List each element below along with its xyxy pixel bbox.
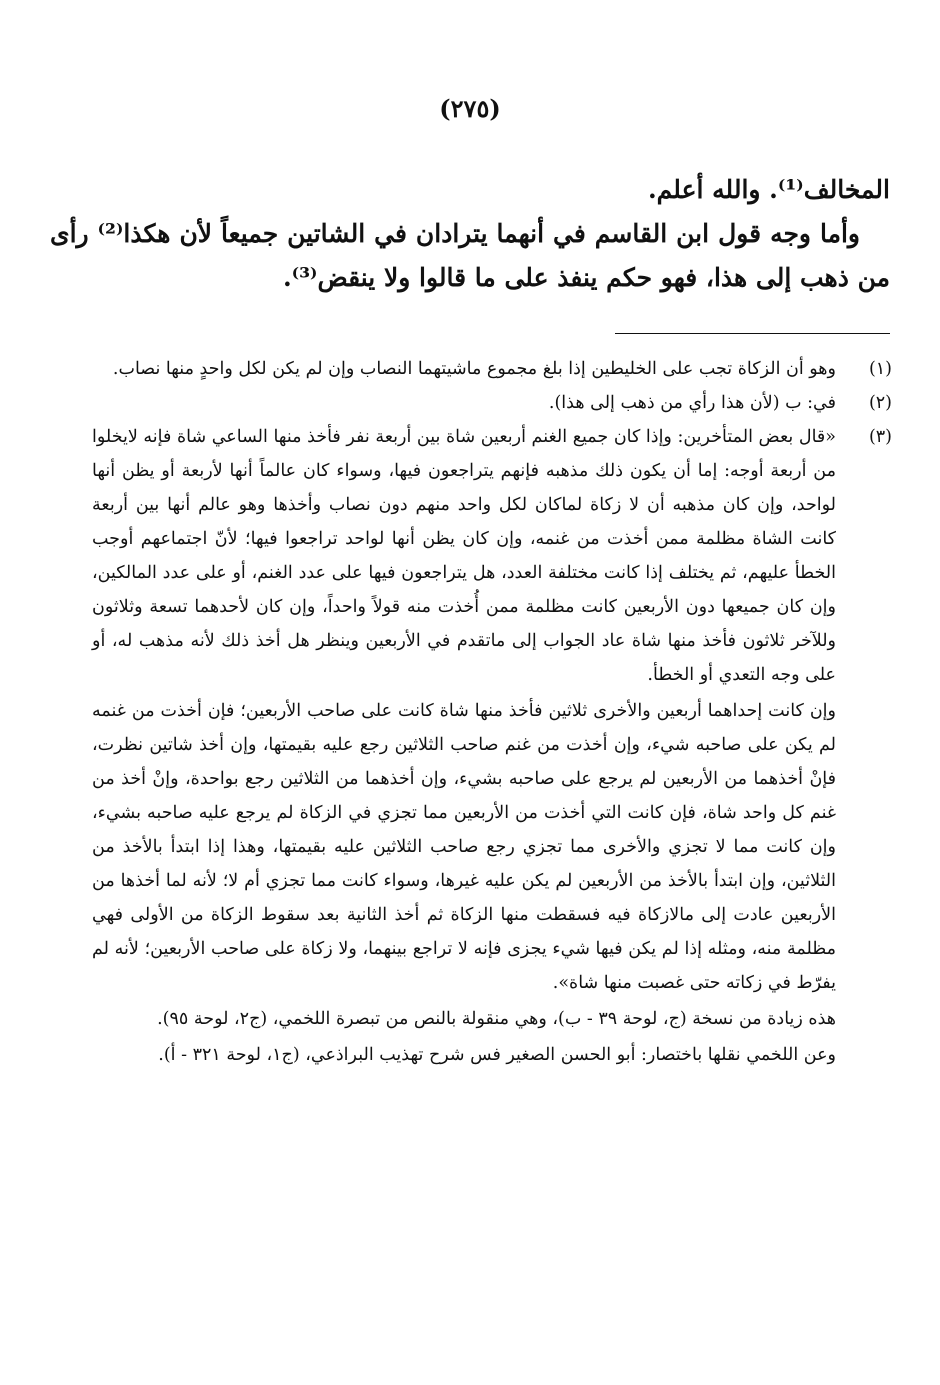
footnote-text: وإن كانت إحداهما أربعين والأخرى ثلاثين فأخذ منها شاة كانت على صاحب الأربعين؛ فإن أخذت من غنمه لم يكن على صاحبه شيء، وإن أخذت من غنم صاحب الثلاثين رجع عليه بقيمتها، وإن أخذ شاتين نظرت، فإنْ أخذهما من الأربعين لم يرجع على صاحبه بشيء، وإن أخذهما من الثلاثين رجع بواحدة، وإنْ أخذ من غنم كل واحد شاة، فإن كانت التي أخذت من الأربعين مما تجزي في الزكاة لم يرجع عليه صاحبه بشيء، وإن كانت مما لا تجزي والأخرى مما تجزي رجع صاحب الثلاثين عليه بقيمتها، وهذا إذا ابتدأ بالأخذ من الثلاثين، وإن ابتدأ بالأخذ من الأربعين لم يكن عليه غيرها، وسواء كانت مما تجزي أم لا؛ لأنه لما أخذها من الأربعين عادت إلى مالازكاة فيه فسقطت منها الزكاة ثم أخذ الثانية بعد سقوط الزكاة من الأولى فهي مظلمة منه، ومثله إذا لم يكن فيها شيء يجزى فإنه لا تراجع بينهما، ولا زكاة على صاحب الأربعين؛ لأنه لم يفرّط في زكاته حتى غصبت منها شاة». [92,701,836,993]
footnote-number: (١) [868,359,892,379]
footnote-text: «قال بعض المتأخرين: وإذا كان جميع الغنم أربعين شاة بين أربعة نفر فأخذ منها الساعي شاة فإنه لايخلوا من أربعة أوجه: إما أن يكون ذلك مذهبه فإنهم يتراجعون فيها، وسواء كان عالماً أنها لأربعة أو يظن أنها لواحد، وإن كان مذهبه أن لا زكاة لماكان لكل واحد منهم دون نصاب وأخذها وهو عالم أنها بين أربعة كانت الشاة مظلمة ممن أخذت من غنمه، وإن كان يظن أنها لواحد تراجعوا فيها؛ لأنّ اجتماعهم أوجب الخطأ عليهم، ثم يختلف إذا كانت مختلفة العدد، هل يتراجعون فيها على عدد الغنم، أو على عدد المالكين، وإن كان جميعها دون الأربعين كانت مظلمة ممن أُخذت منه قولاً واحداً، وإن كان لأحدهما تسعة وثلاثون وللآخر ثلاثون فأخذ منها شاة عاد الجواب إلى ماتقدم في الأربعين وينظر هل أخذ ذلك لأنه مذهب له، أو على وجه التعدي أو الخطأ. [92,427,836,685]
footnotes [92,352,892,1072]
main-text-paragraph: وأما وجه قول ابن القاسم في أنهما يترادان في الشاتين جميعاً لأن هكذا⁽²⁾ رأى من ذهب إلى هذا، فهو حكم ينفذ على ما قالوا ولا ينقض⁽³⁾. [50,219,890,292]
footnote-text: في: ب (لأن هذا رأي من ذهب إلى هذا). [548,393,836,413]
footnote-3 [92,420,892,1072]
footnote-text: وعن اللخمي نقلها باختصار: أبو الحسن الصغير فس شرح تهذيب البراذعي، (ج١، لوحة ٣٢١ - أ). [158,1045,836,1065]
footnote-2 [92,386,892,420]
footnote-divider [615,333,890,334]
page-number: (٢٧٥) [439,94,501,123]
footnote-1 [92,352,892,386]
footnote-number: (٢) [868,393,892,413]
footnote-text: هذه زيادة من نسخة (ج، لوحة ٣٩ - ب)، وهي منقولة بالنص من تبصرة اللخمي، (ج٢، لوحة ٩٥). [157,1009,836,1029]
main-text-line: المخالف⁽¹⁾. والله أعلم. [647,175,890,204]
main-text [50,168,890,300]
footnote-text: وهو أن الزكاة تجب على الخليطين إذا بلغ مجموع ماشيتهما النصاب وإن لم يكن لكل واحدٍ منها نصاب. [112,359,836,379]
footnote-number: (٣) [868,427,892,447]
